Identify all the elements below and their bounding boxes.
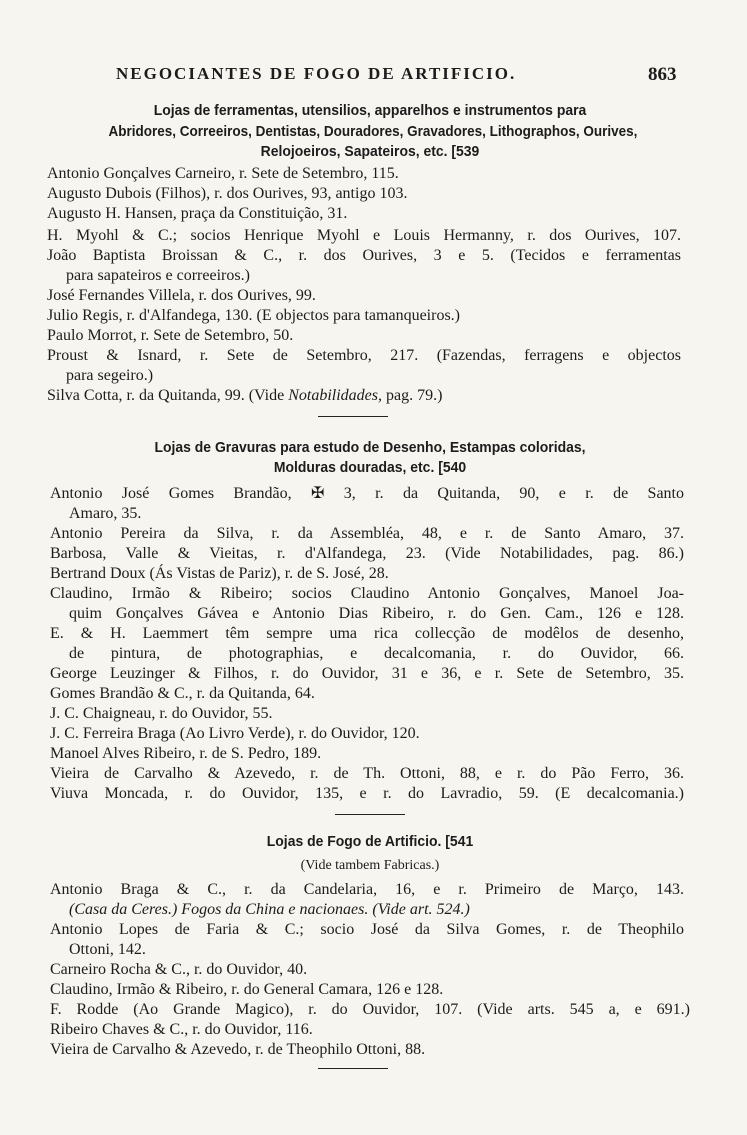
entry-line: Antonio Braga & C., r. da Candelaria, 16, e r. Primeiro de Março, 143. [50,881,684,898]
entry-line: Vieira de Carvalho & Azevedo, r. de Theophilo Ottoni, 88. [50,1041,426,1058]
entry-line: Antonio Lopes de Faria & C.; socio José da Silva Gomes, r. de Theophilo [50,921,684,938]
entry-line: Vieira de Carvalho & Azevedo, r. de Th. Ottoni, 88, e r. do Pão Ferro, 36. [50,765,684,782]
entry-line: H. Myohl & C.; socios Henrique Myohl e Louis Hermanny, r. dos Ourives, 107. [47,227,681,244]
section-heading-line-1: Lojas de ferramentas, utensilios, apparelhos e instrumentos para [153,102,587,119]
entry-line: Paulo Morrot, r. Sete de Setembro, 50. [47,327,294,344]
entry-line: Amaro, 35. [69,505,142,522]
section-divider [335,814,405,815]
entry-line: J. C. Chaigneau, r. do Ouvidor, 55. [50,705,273,722]
page-number: 863 [648,64,677,85]
entry-line: para segeiro.) [66,367,154,384]
entry-line: F. Rodde (Ao Grande Magico), r. do Ouvidor, 107. (Vide arts. 545 a, e 691.) [50,1001,690,1018]
entry-line: Gomes Brandão & C., r. da Quitanda, 64. [50,685,315,702]
entry-line: quim Gonçalves Gávea e Antonio Dias Ribeiro, r. do Gen. Cam., 126 e 128. [69,605,684,622]
entry-line: Antonio José Gomes Brandão, ✠ 3, r. da Quitanda, 90, e r. de Santo [50,485,684,502]
running-head: NEGOCIANTES DE FOGO DE ARTIFICIO. [116,64,517,83]
entry-line: Antonio Pereira da Silva, r. da Assembléa, 48, e r. de Santo Amaro, 37. [50,525,684,542]
entry-line: José Fernandes Villela, r. dos Ourives, 99. [47,287,316,304]
entry-line: Bertrand Doux (Ás Vistas de Pariz), r. de S. José, 28. [50,565,389,582]
entry-line: J. C. Ferreira Braga (Ao Livro Verde), r. do Ouvidor, 120. [50,725,420,742]
entry-line: Carneiro Rocha & C., r. do Ouvidor, 40. [50,961,308,978]
entry-line: Antonio Gonçalves Carneiro, r. Sete de Setembro, 115. [47,165,399,182]
entry-line: Claudino, Irmão & Ribeiro, r. do General Camara, 126 e 128. [50,981,444,998]
section-divider [318,416,388,417]
entry-line: Viuva Moncada, r. do Ouvidor, 135, e r. do Lavradio, 59. (E decalcomania.) [50,785,684,802]
entry-line: Claudino, Irmão & Ribeiro; socios Claudino Antonio Gonçalves, Manoel Joa- [50,585,684,602]
entry-line: (Casa da Ceres.) Fogos da China e nacionaes. (Vide art. 524.) [69,901,470,918]
entry-italic: Notabilidades, [288,387,382,404]
entry-line: George Leuzinger & Filhos, r. do Ouvidor, 31 e 36, e r. Sete de Setembro, 35. [50,665,684,682]
section-heading-line-1: Lojas de Gravuras para estudo de Desenho, Estampas coloridas, [154,439,586,456]
entry-text: pag. 79.) [382,387,443,404]
section-heading-line-2: Molduras douradas, etc. [540 [273,459,467,476]
entry-line: Manoel Alves Ribeiro, r. de S. Pedro, 189. [50,745,322,762]
section-heading: Lojas de Fogo de Artificio. [541 [266,833,474,850]
entry-text: Silva Cotta, r. da Quitanda, 99. (Vide [47,387,289,404]
entry-line: Barbosa, Valle & Vieitas, r. d'Alfandega, 23. (Vide Notabilidades, pag. 86.) [50,545,684,562]
section-subheading: (Vide tambem Fabricas.) [300,858,440,873]
entry-line: Augusto H. Hansen, praça da Constituição, 31. [47,205,348,222]
entry-line: Julio Regis, r. d'Alfandega, 130. (E objectos para tamanqueiros.) [47,307,460,324]
entry-line: Ottoni, 142. [69,941,146,958]
entry-line: de pintura, de photographias, e decalcomania, r. do Ouvidor, 66. [69,645,684,662]
entry-line: João Baptista Broissan & C., r. dos Ourives, 3 e 5. (Tecidos e ferramentas [47,247,681,264]
entry-line [47,386,442,406]
entry-line: para sapateiros e correeiros.) [66,267,250,284]
entry-line: Proust & Isnard, r. Sete de Setembro, 217. (Fazendas, ferragens e objectos [47,347,681,364]
entry-line: E. & H. Laemmert têm sempre uma rica collecção de modêlos de desenho, [50,625,684,642]
entry-line: Ribeiro Chaves & C., r. do Ouvidor, 116. [50,1021,313,1038]
section-heading-line-2: Abridores, Correeiros, Dentistas, Douradores, Gravadores, Lithographos, Ourives, [108,123,638,140]
section-divider [318,1068,388,1069]
section-heading-line-3: Relojoeiros, Sapateiros, etc. [539 [260,143,480,160]
entry-line: Augusto Dubois (Filhos), r. dos Ourives, 93, antigo 103. [47,185,408,202]
